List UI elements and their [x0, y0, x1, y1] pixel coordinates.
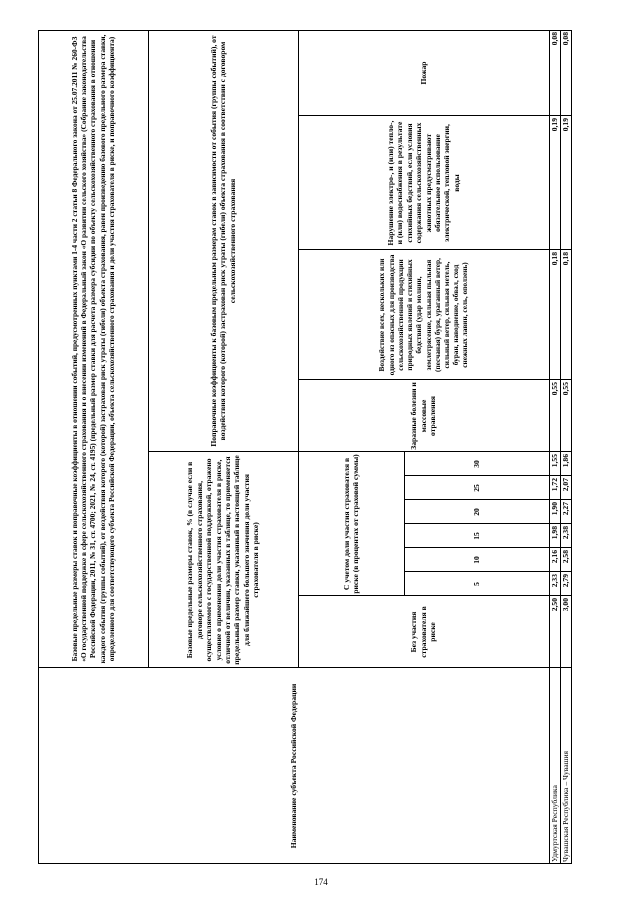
row-2-share-10: 2,58: [561, 550, 570, 564]
share-5: 5: [471, 582, 481, 586]
coef-utility-failure: Нарушение электро-, и (или) тепло-, и (или) водоснабжения в результате стихийных бедствий, если условия содержания сельскохозяйственных животных предусматривают обязательное использование электрической, тепловой энергии, воды: [385, 120, 461, 246]
row-1-subject: Удмуртская Республика: [550, 785, 559, 862]
row-1-coef-4: 0,08: [550, 32, 559, 46]
col-header-subject-name: Наименование субъекта Российской Федерации: [288, 683, 298, 849]
row-1-share-20: 1,90: [550, 502, 559, 516]
coef-infectious-diseases: Заразные болезни и массовые отравления: [409, 382, 438, 450]
row-1-share-5: 2,33: [550, 574, 559, 588]
row-2-subject: Чувашская Республика – Чувашия: [561, 750, 570, 862]
coef-natural-disasters: Воздействие всех, нескольких или одного из опасных для производства сельскохозяйственной продукции природных явлений и стихийных бедствий (удар молнии, землетрясение, сильная пыльная (песчаная) буря, ураганный ветер, сильный ветер, сильная метель, буран, наводнение, обвал, сход снежных лавин, сель, оползень): [377, 254, 470, 376]
page-number: 174: [314, 877, 328, 887]
base-rates-header: Базовые предельные размеры ставок, % (в случае если в договоре сельскохозяйственного страхования, осуществляемого с государственной поддержкой, отражено условие о применении доли участия страхователя в риске, отличной от величин, указанных в таблице, то применяется предельный размер ставки, указанный в настоящей таблице для ближайшего большего значения доли участия страхователя в риске): [185, 455, 261, 665]
row-2-coef-1: 0,55: [561, 382, 570, 396]
row-2-coef-2: 0,18: [561, 252, 570, 266]
coef-fire: Пожар: [418, 61, 428, 85]
row-2-without: 3,00: [561, 598, 570, 612]
col-header-without-share: Без участия страхователя в риске: [409, 606, 438, 658]
row-2-coef-3: 0,19: [561, 118, 570, 132]
share-30: 30: [471, 460, 481, 468]
share-15: 15: [471, 532, 481, 540]
row-1-share-25: 1,72: [550, 478, 559, 492]
row-2-share-25: 2,07: [561, 478, 570, 492]
col-header-with-share: С учетом доли участия страхователя в риске (в процентах от страховой суммы): [341, 454, 360, 594]
row-1-without: 2,50: [550, 598, 559, 612]
row-2-share-30: 1,86: [561, 454, 570, 468]
share-10: 10: [471, 556, 481, 564]
row-1-coef-3: 0,19: [550, 118, 559, 132]
row-1-coef-1: 0,55: [550, 382, 559, 396]
row-2-share-5: 2,79: [561, 574, 570, 588]
share-25: 25: [471, 484, 481, 492]
main-title: Базовые предельные размеры ставок и поправочные коэффициенты в отношении событий, предусмотренных пунктами 1-4 части 2 статьи 8 Федерального закона от 25.07.2011 № 260-ФЗ «О государственной поддержке в сфере сельскохозяйственного страхования и о внесении изменений в Федеральный закон «О развитии сельского хозяйства» (Собрание законодательства Российской Федерации, 2011, № 31, ст. 4700; 2021, № 24, ст. 4195) (предельный размер ставки для расчета размера субсидии по объекту сельскохозяйственного страхования в отношении каждого события (группы событий), от воздействия которого (которой) застрахован риск утраты (гибели) объекта страхования, равен произведению базового предельного размера ставки, определенного для соответствующего субъекта Российской Федерации, объекта сельскохозяйственного страхования и доли участия страхователя в риске, и поправочного коэффициента): [69, 34, 116, 664]
share-20: 20: [471, 508, 481, 516]
row-1-share-30: 1,55: [550, 454, 559, 468]
row-2-coef-4: 0,08: [561, 32, 570, 46]
row-1-share-10: 2,16: [550, 550, 559, 564]
row-2-share-15: 2,38: [561, 526, 570, 540]
row-1-share-15: 1,98: [550, 526, 559, 540]
rotated-table-page: [38, 30, 572, 864]
row-2-share-20: 2,27: [561, 502, 570, 516]
coefficients-header: Поправочные коэффициенты к базовым предельным размерам ставок в зависимости от события (группы событий), от воздействия которого (которой) застрахован риск утраты (гибели) объекта страхования в соответствии с договором сельскохозяйственного страхования: [208, 35, 237, 447]
row-1-coef-2: 0,18: [550, 252, 559, 266]
